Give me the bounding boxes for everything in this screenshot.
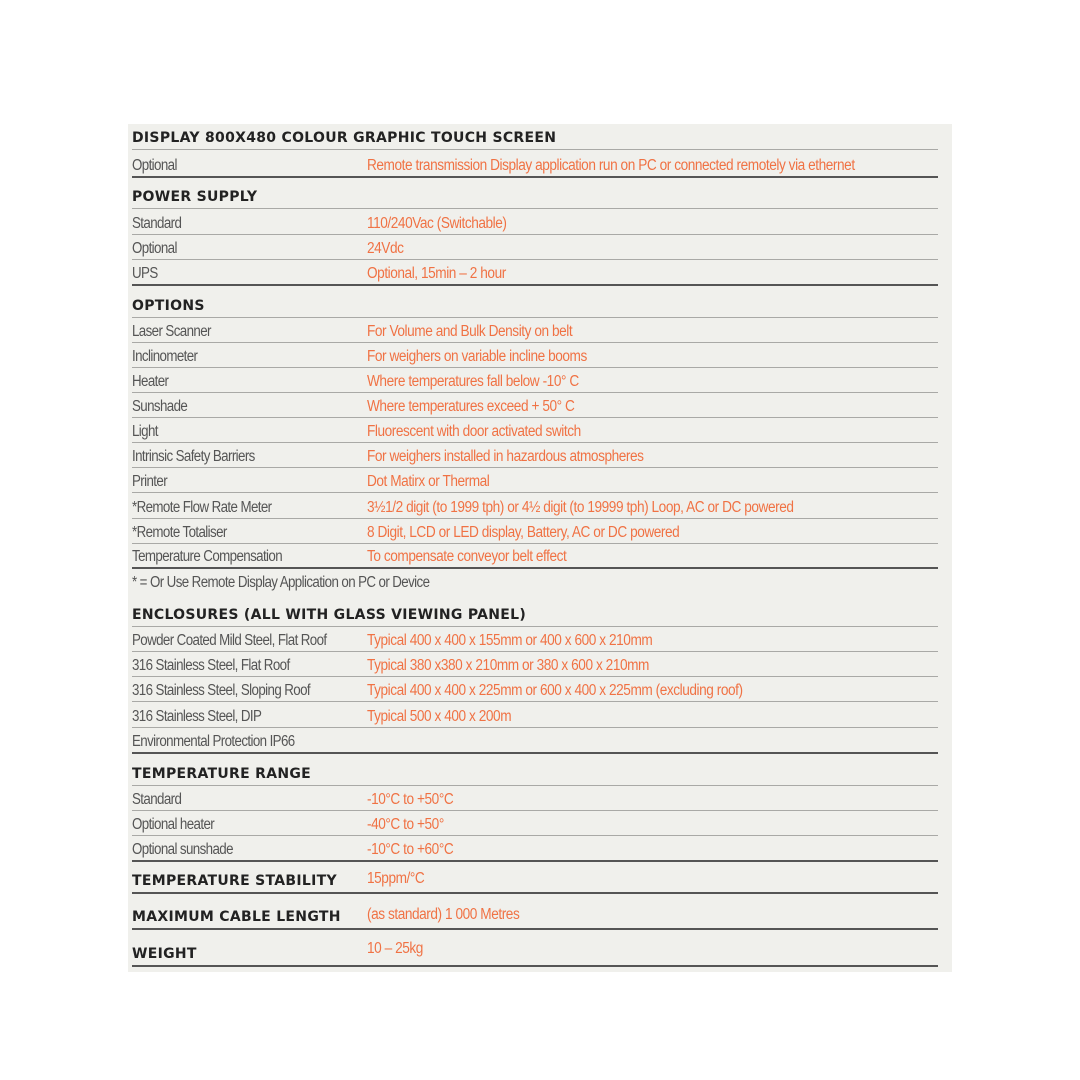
heading-text: WEIGHT: [132, 946, 197, 962]
spec-value: 10 – 25kg: [367, 940, 423, 957]
spec-row: [132, 368, 938, 393]
heading-text: ENCLOSURES (ALL WITH GLASS VIEWING PANEL): [132, 607, 527, 623]
section-weight: [132, 930, 938, 967]
spec-value: 3½1/2 digit (to 1999 tph) or 4½ digit (to 19999 tph) Loop, AC or DC powered: [367, 499, 794, 516]
spec-row: [132, 786, 938, 811]
section-heading-power-supply: [132, 177, 938, 209]
spec-row: [132, 318, 938, 343]
spec-row: [132, 652, 938, 677]
spec-label: Light: [132, 423, 158, 440]
section-heading-options: [132, 286, 938, 318]
spec-value: -10°C to +50°C: [367, 791, 454, 808]
spec-value: Fluorescent with door activated switch: [367, 423, 581, 440]
spec-row: [132, 468, 938, 493]
spec-row: [132, 150, 938, 178]
spec-value: Typical 380 x380 x 210mm or 380 x 600 x 210mm: [367, 657, 649, 674]
spec-label: UPS: [132, 265, 158, 282]
section-maximum-cable-length: [132, 894, 938, 930]
spec-row: [132, 235, 938, 260]
spec-row: [132, 443, 938, 468]
section-temperature-stability: [132, 862, 938, 894]
section-heading-display: [132, 124, 938, 150]
spec-value: Where temperatures fall below -10° C: [367, 373, 579, 390]
spec-row: [132, 627, 938, 652]
spec-value: Typical 400 x 400 x 155mm or 400 x 600 x 210mm: [367, 632, 653, 649]
section-heading-temperature-range: [132, 754, 938, 786]
spec-label: Laser Scanner: [132, 323, 211, 340]
spec-label: Standard: [132, 791, 182, 808]
spec-label: Inclinometer: [132, 348, 198, 365]
spec-value: 15ppm/°C: [367, 870, 425, 887]
heading-text: MAXIMUM CABLE LENGTH: [132, 909, 341, 925]
spec-label: Printer: [132, 473, 168, 490]
spec-row: [132, 519, 938, 544]
heading-text: OPTIONS: [132, 298, 205, 314]
footnote: * = Or Use Remote Display Application on PC or Device: [132, 574, 430, 591]
heading-text: TEMPERATURE RANGE: [132, 766, 312, 782]
spec-value: For Volume and Bulk Density on belt: [367, 323, 573, 340]
spec-value: Typical 500 x 400 x 200m: [367, 708, 512, 725]
spec-label: Heater: [132, 373, 169, 390]
spec-value: Optional, 15min – 2 hour: [367, 265, 506, 282]
heading-text: TEMPERATURE STABILITY: [132, 873, 337, 889]
spec-row: [132, 836, 938, 862]
spec-row: [132, 677, 938, 702]
spec-value: For weighers on variable incline booms: [367, 348, 587, 365]
spec-label: *Remote Flow Rate Meter: [132, 499, 272, 516]
spec-value: 110/240Vac (Switchable): [367, 215, 507, 232]
spec-row: [132, 343, 938, 368]
spec-value: -10°C to +60°C: [367, 841, 454, 858]
spec-row: [132, 728, 938, 754]
spec-value: Remote transmission Display application run on PC or connected remotely via ethernet: [367, 157, 855, 174]
spec-label: *Remote Totaliser: [132, 524, 227, 541]
spec-label: Optional: [132, 157, 177, 174]
spec-row: [132, 493, 938, 519]
spec-row: [132, 702, 938, 728]
spec-label: Environmental Protection IP66: [132, 733, 295, 750]
spec-label: Optional heater: [132, 816, 215, 833]
spec-label: Sunshade: [132, 398, 188, 415]
heading-text: POWER SUPPLY: [132, 189, 258, 205]
spec-value: For weighers installed in hazardous atmospheres: [367, 448, 644, 465]
spec-value: Where temperatures exceed + 50° C: [367, 398, 575, 415]
spec-row: [132, 418, 938, 443]
spec-label: Powder Coated Mild Steel, Flat Roof: [132, 632, 327, 649]
spec-row: [132, 260, 938, 286]
spec-label: Optional sunshade: [132, 841, 233, 858]
spec-value: -40°C to +50°: [367, 816, 444, 833]
spec-value: Typical 400 x 400 x 225mm or 600 x 400 x 225mm (excluding roof): [367, 682, 743, 699]
heading-text: DISPLAY 800X480 COLOUR GRAPHIC TOUCH SCREEN: [132, 130, 557, 146]
section-heading-enclosures: [132, 596, 938, 627]
spec-label: Optional: [132, 240, 177, 257]
spec-label: Standard: [132, 215, 182, 232]
spec-label: 316 Stainless Steel, DIP: [132, 708, 262, 725]
spec-label: 316 Stainless Steel, Flat Roof: [132, 657, 290, 674]
spec-label: Intrinsic Safety Barriers: [132, 448, 255, 465]
spec-row: [132, 811, 938, 836]
spec-row: [132, 209, 938, 235]
spec-value: 24Vdc: [367, 240, 404, 257]
spec-value: 8 Digit, LCD or LED display, Battery, AC or DC powered: [367, 524, 680, 541]
spec-label: Temperature Compensation: [132, 548, 283, 565]
spec-value: Dot Matirx or Thermal: [367, 473, 490, 490]
spec-label: 316 Stainless Steel, Sloping Roof: [132, 682, 310, 699]
spec-row: [132, 544, 938, 569]
spec-row: [132, 393, 938, 418]
spec-table: [128, 124, 952, 972]
spec-value: (as standard) 1 000 Metres: [367, 906, 520, 923]
spec-value: To compensate conveyor belt effect: [367, 548, 567, 565]
